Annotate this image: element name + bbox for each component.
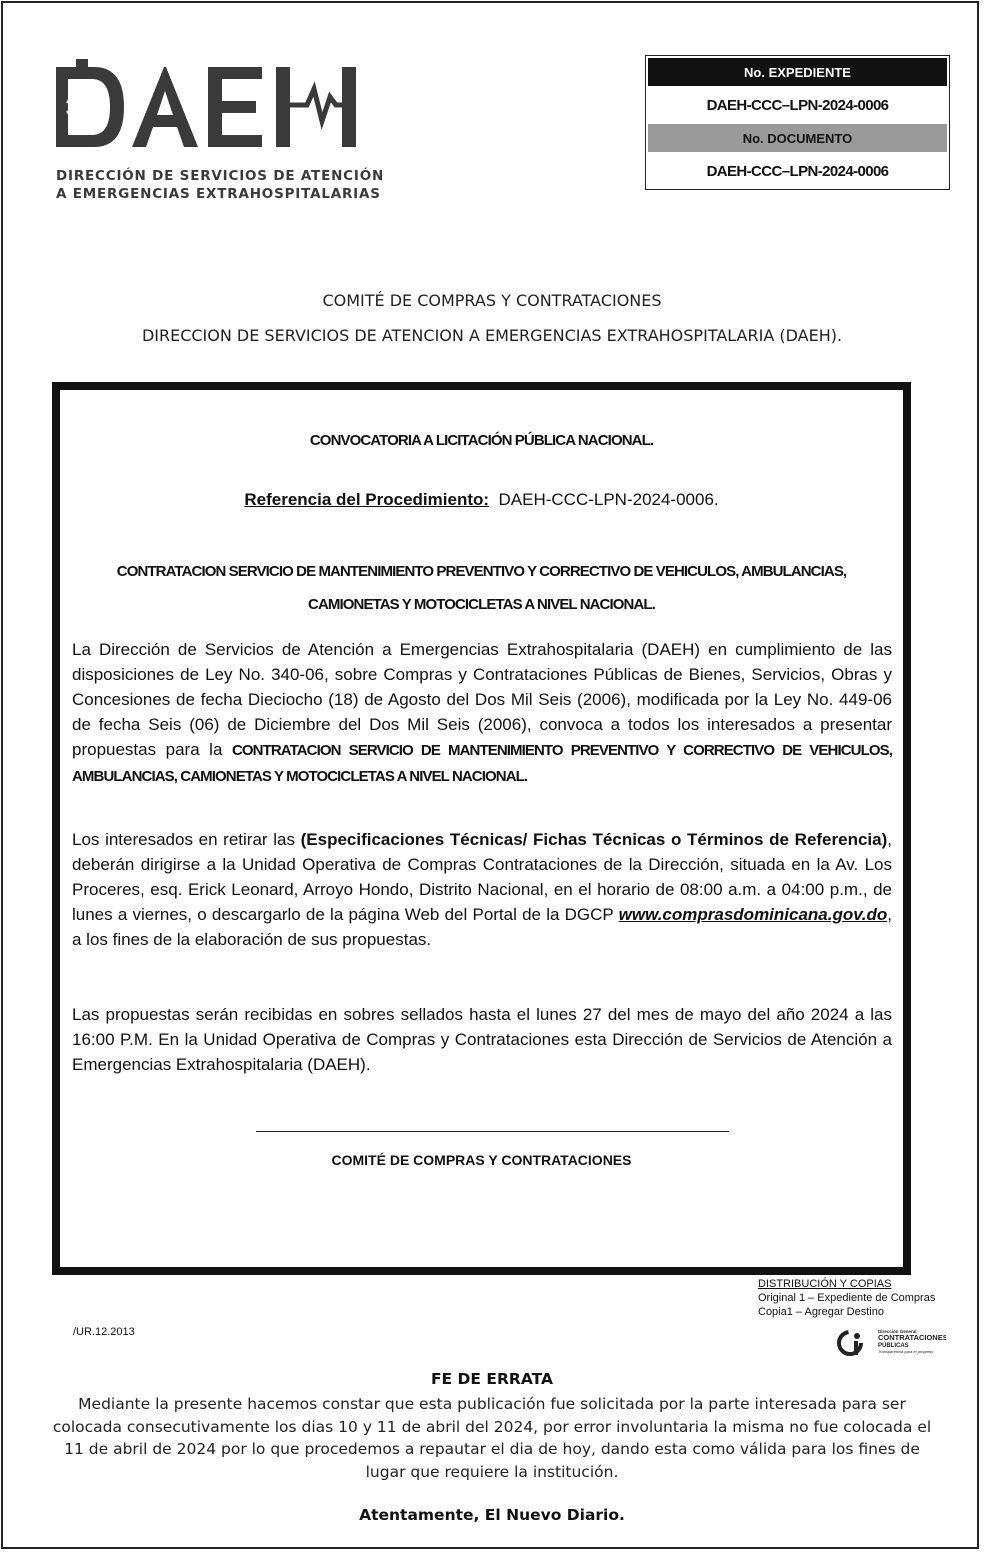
logo-subtitle: DIRECCIÓN DE SERVICIOS DE ATENCIÓN A EMERGENCIAS EXTRAHOSPITALARIAS [56,168,385,202]
svg-text:PÚBLICAS: PÚBLICAS [878,1343,909,1349]
procedure-title: CONTRATACION SERVICIO DE MANTENIMIENTO PREVENTIVO Y CORRECTIVO DE VEHICULOS, AMBULANCIAS, CAMIONETAS Y MOTOCICLETAS A NIVEL NACIONAL. [116,563,847,613]
svg-text:Dirección General: Dirección General [878,1329,917,1334]
paragraph-deadline: Las propuestas serán recibidas en sobres sellados hasta el lunes 27 del mes de mayo del año 2024 a las 16:00 P.M. En la Unidad Operativa de Compras y Contrataciones esta Dirección de Servicios de Atención a Emergencias Extrahospitalaria (DAEH). [72,1005,892,1074]
notice-title: CONVOCATORIA A LICITACIÓN PÚBLICA NACIONAL. [309,432,654,449]
committee-heading: COMITÉ DE COMPRAS Y CONTRATACIONES [322,291,662,310]
dgcp-logo [836,1326,946,1360]
documento-label: No. DOCUMENTO [648,124,947,152]
institution-heading: DIRECCION DE SERVICIOS DE ATENCION A EMERGENCIAS EXTRAHOSPITALARIA (DAEH). [141,326,843,345]
reference-line [60,490,903,510]
errata-signature: Atentamente, El Nuevo Diario. [359,1506,625,1524]
paragraph-convocation: La Dirección de Servicios de Atención a Emergencias Extrahospitalaria (DAEH) en cumplimiento de las disposiciones de Ley No. 340-06, sobre Compras y Contrataciones Públicas de Bienes, Servicios, Obras y Concesiones de fecha Dieciocho (18) de Agosto del Dos Mil Seis (2006), modificada por la Ley No. 449-06 de fecha Seis (06) de Diciembre del Dos Mil Seis (2006), convoca a todos los interesados a presentar propuestas para la CONTRATACION SERVICIO DE MANTENIMIENTO PREVENTIVO Y CORRECTIVO DE VEHICULOS, AMBULANCIAS, CAMIONETAS Y MOTOCICLETAS A NIVEL NACIONAL. [72,640,892,785]
expediente-label: No. EXPEDIENTE [648,58,947,86]
reference-label: Referencia del Procedimiento: [244,490,490,509]
procedure-caps: CONTRATACION SERVICIO DE MANTENIMIENTO PREVENTIVO Y CORRECTIVO DE VEHICULOS, AMBULANCIAS, CAMIONETAS Y MOTOCICLETAS A NIVEL NACIONAL. [72,742,892,785]
paragraph-specifications: Los interesados en retirar las (Especificaciones Técnicas/ Fichas Técnicas o Términos de Referencia), deberán dirigirse a la Unidad Operativa de Compras Contrataciones de la Dirección, situada en la Av. Los Proceres, esq. Erick Leonard, Arroyo Hondo, Distrito Nacional, en el horario de 08:00 a.m. a 04:00 p.m., de lunes a viernes, o descargarlo de la página Web del Portal de la DGCP www.comprasdominicana.gov.do, a los fines de la elaboración de sus propuestas. [72,830,892,949]
signature-line [256,1131,729,1132]
form-code: /UR.12.2013 [73,1326,135,1338]
notice-box [52,382,911,1275]
star-of-life-icon [66,91,98,123]
logo-wordmark: DAEH [52,55,55,56]
svg-text:Transparencia para el progreso: Transparencia para el progreso [878,1349,934,1354]
svg-text:CONTRATACIONES: CONTRATACIONES [878,1333,946,1342]
expediente-box [645,55,950,190]
documento-value: DAEH-CCC–LPN-2024-0006 [706,162,889,180]
expediente-value: DAEH-CCC–LPN-2024-0006 [706,96,889,114]
errata-title: FE DE ERRATA [430,1370,554,1388]
reference-value: DAEH-CCC-LPN-2024-0006. [498,490,719,509]
errata-body: Mediante la presente hacemos constar que esta publicación fue solicitada por la parte interesada para ser colocada consecutivamente los dias 10 y 11 de abril del 2024, por error involuntaria la misma no fue colocada el 11 de abril de 2024 por lo que procedemos a repautar el dia de hoy, dando esta como válida para los fines de lugar que requiere la institución. [52,1395,932,1481]
dgcp-portal-link[interactable]: www.comprasdominicana.gov.do [618,905,888,924]
signature-label: COMITÉ DE COMPRAS Y CONTRATACIONES [331,1152,632,1168]
distribution-block: DISTRIBUCIÓN Y COPIAS Original 1 – Expediente de Compras Copia1 – Agregar Destino [758,1278,936,1318]
